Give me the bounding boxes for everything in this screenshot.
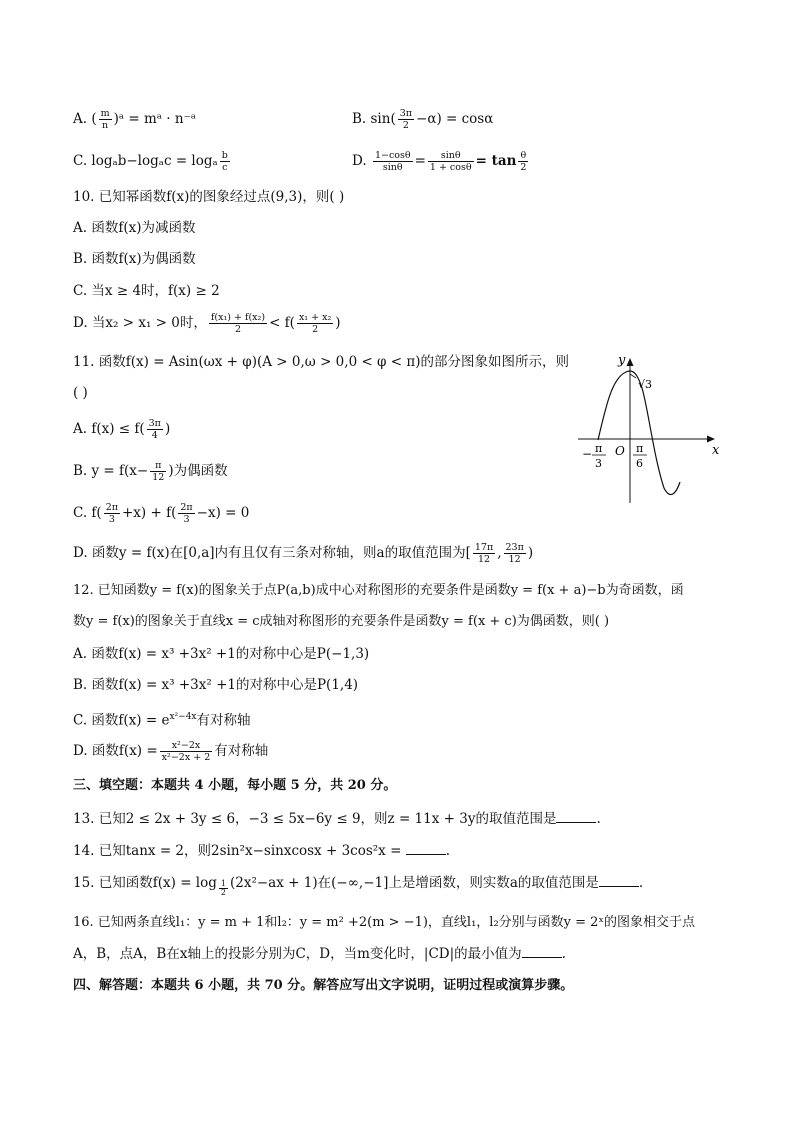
peak-marker	[630, 374, 636, 378]
q9-option-b[interactable]	[352, 108, 493, 131]
q15	[73, 874, 643, 897]
q12-c-prefix: C. 函数f(x) = e	[73, 712, 170, 729]
q11-b-fraction: $\frac{\pi}{12}$	[152, 460, 165, 483]
q9-c-fraction: $\frac{b}{c}$	[221, 150, 228, 173]
q11-d-comma: ,	[497, 545, 502, 561]
q10-option-a[interactable]: A. 函数f(x)为减函数	[73, 220, 196, 236]
q10-d-prefix: D. 当x₂ > x₁ > 0时，	[73, 315, 207, 331]
q9-a-prefix: A. (	[73, 111, 97, 127]
q9-d-prefix: D.	[352, 153, 367, 169]
q12-c-exponent: x²−4x	[169, 712, 197, 722]
q11-a-end: )	[164, 421, 171, 437]
q9-d-fraction-2: $\frac{\sin\theta}{1 + \cos\theta}$	[429, 150, 472, 173]
q10-option-b[interactable]: B. 函数f(x)为偶函数	[73, 251, 196, 267]
q10-d-fraction-2: $\frac{\text{x₁ + x₂}}{2}$	[298, 312, 332, 335]
q16-answer-blank[interactable]	[522, 945, 562, 958]
q10-d-end: )	[335, 315, 341, 331]
q12-option-c[interactable]	[73, 708, 251, 730]
q11-c-prefix: C. f(	[73, 505, 102, 521]
q9-a-fraction: $\frac{m}{n}$	[100, 108, 110, 131]
q9-c-prefix: C. logₐb−logₐc = logₐ	[73, 153, 218, 169]
q13-answer-blank[interactable]	[556, 810, 596, 823]
q15-log-base: $\frac{1}{2}$	[220, 879, 226, 897]
q11-b-end: )为偶函数	[168, 463, 228, 479]
q16-line2-wrap	[73, 945, 566, 963]
q11-d-prefix: D. 函数y = f(x)在[0,a]内有且仅有三条对称轴，则a的取值范围为[	[73, 545, 471, 561]
q12-stem-line2: 数y = f(x)的图象关于直线x = c成轴对称图形的充要条件是函数y = f(x + c)为偶函数，则( )	[73, 614, 610, 629]
q12-d-fraction: $\frac{\text{x²−2x}}{\text{x²−2x + 2}}$	[161, 740, 211, 763]
origin-label: O	[615, 444, 625, 458]
q12-stem-line1: 12. 已知函数y = f(x)的图象关于点P(a,b)成中心对称图形的充要条件是函数y = f(x + a)−b为奇函数，函	[73, 583, 684, 598]
q10-option-d[interactable]	[73, 312, 341, 335]
q10-d-fraction-1: $\frac{\text{f(x₁) + f(x₂)}}{2}$	[210, 312, 266, 335]
q13-end: .	[596, 811, 601, 827]
q11-stem: 11. 函数f(x) = Asin(ωx + φ)(A > 0,ω > 0,0 < φ < π)的部分图象如图所示，则	[73, 354, 570, 370]
q12-option-a[interactable]: A. 函数f(x) = x³ +3x² +1的对称中心是P(−1,3)	[73, 646, 370, 662]
q14-text: 14. 已知tanx = 2，则2sin²x−sinxcosx + 3cos²x =	[73, 843, 402, 859]
q11-d-fraction-1: $\frac{17\pi}{12}$	[474, 542, 494, 565]
q12-d-prefix: D. 函数f(x) =	[73, 743, 158, 759]
q11-b-prefix: B. y = f(x−	[73, 463, 149, 479]
q15-prefix: 15. 已知函数f(x) = log	[73, 875, 217, 891]
section-3-heading: 三、填空题：本题共 4 小题，每小题 5 分，共 20 分。	[73, 778, 397, 793]
q11-option-b[interactable]	[73, 460, 228, 483]
q11-option-a[interactable]	[73, 418, 170, 441]
q9-option-d[interactable]	[352, 150, 530, 173]
q16-line1: 16. 已知两条直线l₁：y = m + 1和l₂：y = m² +2(m > −1)，直线l₁，l₂分别与函数y = 2ˣ的图象相交于点	[73, 915, 695, 930]
q9-option-c[interactable]	[73, 150, 232, 173]
right-tick-den: 6	[636, 457, 643, 470]
q9-a-rest: )ᵃ = mᵃ · n⁻ᵃ	[113, 111, 196, 127]
q15-rest: (2x²−ax + 1)在(−∞,−1]上是增函数，则实数a的取值范围是	[229, 875, 599, 891]
q9-d-equals: =	[414, 153, 426, 169]
q11-sine-graph	[578, 348, 728, 508]
left-tick-num: π	[595, 442, 603, 455]
q9-b-rest: −α) = cosα	[416, 111, 494, 127]
q11-c-end: −x) = 0	[196, 505, 250, 521]
q14-end: .	[445, 843, 450, 859]
peak-label: √3	[638, 378, 653, 391]
q9-b-prefix: B. sin(	[352, 111, 396, 127]
q9-d-equals-tan: = tan	[475, 153, 517, 169]
q11-c-fraction-2: $\frac{2\pi}{3}$	[180, 502, 193, 525]
q13-text: 13. 已知2 ≤ 2x + 3y ≤ 6，−3 ≤ 5x−6y ≤ 9，则z = 11x + 3y的取值范围是	[73, 811, 557, 827]
q12-option-b[interactable]: B. 函数f(x) = x³ +3x² +1的对称中心是P(1,4)	[73, 677, 359, 693]
q16-line2: A，B，点A，B在x轴上的投影分别为C，D，当m变化时，|CD|的最小值为	[73, 946, 522, 962]
q11-option-c[interactable]	[73, 502, 249, 525]
q11-stem-paren: ( )	[73, 385, 88, 401]
q9-b-fraction: $\frac{3\pi}{2}$	[399, 108, 413, 131]
q9-option-a[interactable]	[73, 108, 196, 131]
q15-answer-blank[interactable]	[599, 874, 639, 887]
q11-d-fraction-2: $\frac{23\pi}{12}$	[505, 542, 524, 565]
left-tick-den: 3	[595, 457, 602, 470]
q10-d-mid: < f(	[269, 315, 295, 331]
q15-end: .	[638, 875, 644, 891]
q13	[73, 810, 601, 828]
x-axis-arrow	[707, 436, 715, 443]
q14	[73, 842, 450, 860]
q11-a-prefix: A. f(x) ≤ f(	[73, 421, 145, 437]
y-label: y	[618, 353, 626, 368]
q9-d-fraction-1: $\frac{1-\cos\theta}{\sin\theta}$	[374, 150, 411, 173]
q12-d-end: 有对称轴	[214, 743, 269, 759]
q11-option-d[interactable]	[73, 542, 533, 565]
q10-stem: 10. 已知幂函数f(x)的图象经过点(9,3)，则( )	[73, 189, 345, 205]
q9-d-fraction-3: $\frac{\theta}{2}$	[520, 150, 527, 173]
q16-end: .	[561, 946, 566, 962]
q11-c-fraction-1: $\frac{2\pi}{3}$	[105, 502, 118, 525]
section-4-heading: 四、解答题：本题共 6 小题，共 70 分。解答应写出文字说明，证明过程或演算步骤。	[73, 978, 574, 993]
y-axis-arrow	[627, 358, 634, 366]
q10-option-c[interactable]: C. 当x ≥ 4时，f(x) ≥ 2	[73, 283, 220, 299]
q14-answer-blank[interactable]	[406, 842, 446, 855]
q11-c-mid: +x) + f(	[122, 505, 177, 521]
x-label: x	[712, 443, 720, 458]
left-tick-sign: −	[582, 447, 593, 461]
q11-d-end: )	[527, 545, 534, 561]
q12-c-end: 有对称轴	[196, 712, 251, 729]
q11-a-fraction: $\frac{3\pi}{4}$	[148, 418, 161, 441]
right-tick-num: π	[636, 442, 644, 455]
q12-option-d[interactable]	[73, 740, 268, 763]
